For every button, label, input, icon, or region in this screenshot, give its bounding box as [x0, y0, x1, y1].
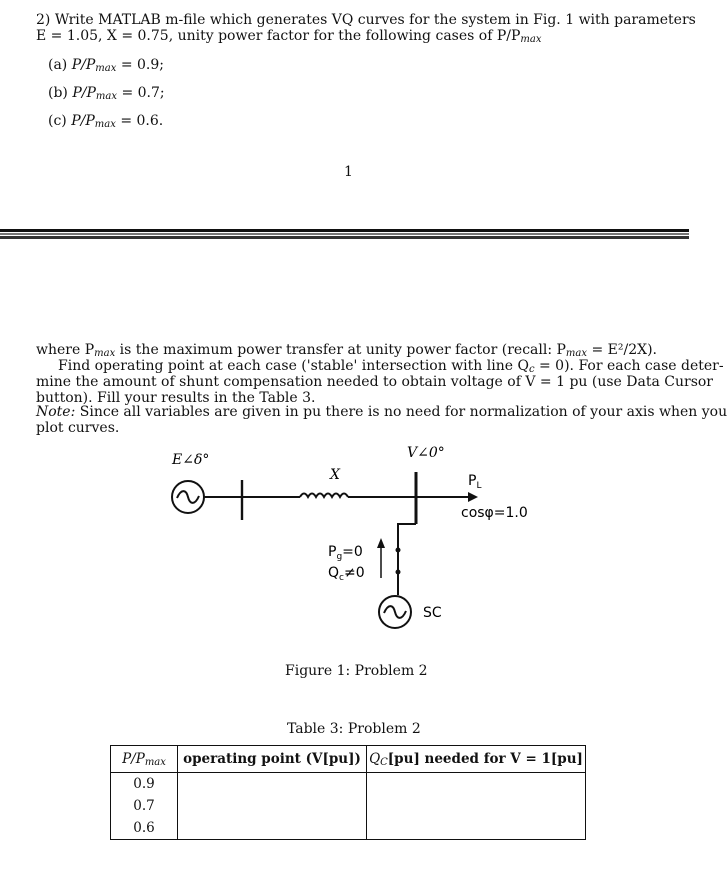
case-expr: P/P	[72, 85, 96, 101]
bus-voltage-label: V∠0°	[407, 445, 445, 461]
header-qc-q: Q	[369, 750, 381, 767]
load-sub: L	[476, 481, 482, 491]
qc-q: Q	[328, 565, 340, 581]
reactance-label: X	[330, 467, 340, 483]
case-value: = 0.9;	[120, 57, 165, 73]
case-label: (c)	[48, 113, 67, 129]
load-p: P	[468, 473, 477, 489]
problem-statement-line1: 2) Write MATLAB m-file which generates VQ curves for the system in Fig. 1 with parameters	[36, 12, 696, 28]
note-line2: plot curves.	[36, 420, 120, 436]
power-factor-label: cosφ=1.0	[461, 505, 528, 521]
table-row	[111, 773, 586, 840]
case-value: = 0.7;	[121, 85, 165, 101]
find-line2: mine the amount of shunt compensation needed to obtain voltage of V = 1 pu (use Data Cursor	[36, 374, 714, 390]
pg-val: =0	[342, 544, 363, 560]
case-label: (a)	[48, 57, 68, 73]
where-a: where P	[36, 342, 95, 358]
page-break-divider	[0, 229, 689, 240]
figure-1-diagram	[150, 440, 570, 640]
problem-line2-text: E = 1.05, X = 0.75, unity power factor for the following cases of P/P	[36, 28, 521, 44]
where-sub2: max	[565, 348, 588, 359]
header-qc	[367, 746, 586, 773]
pg-label	[328, 544, 363, 562]
find-line3: button). Fill your results in the Table 3.	[36, 390, 316, 406]
table-header-row	[111, 746, 586, 773]
page-number: 1	[344, 164, 353, 180]
header-ratio	[111, 746, 178, 773]
qc-needed-cell[interactable]	[367, 773, 586, 840]
find1-b: = 0). For each case deter-	[534, 358, 724, 374]
where-b: is the maximum power transfer at unity power factor (recall: P	[115, 342, 566, 358]
source-voltage-label: E∠δ°	[172, 452, 210, 468]
qc-sub: c	[339, 573, 344, 583]
case-sub: max	[95, 63, 117, 74]
problem-line2-sub: max	[520, 34, 542, 45]
case-sub: max	[94, 119, 116, 130]
header-ratio-sub: max	[144, 756, 166, 768]
synchronous-condenser-icon	[379, 596, 411, 628]
sc-feeder	[398, 524, 416, 580]
load-arrow-icon	[468, 492, 478, 502]
figure-caption: Figure 1: Problem 2	[285, 663, 428, 679]
table-caption: Table 3: Problem 2	[287, 721, 421, 737]
sc-label: SC	[423, 605, 442, 621]
problem-statement-line2	[36, 28, 541, 48]
case-b	[48, 85, 165, 105]
ratio-values-cell	[111, 773, 178, 840]
where-sub: max	[94, 348, 116, 359]
case-value: = 0.6.	[120, 113, 164, 129]
case-expr: P/P	[71, 57, 96, 73]
generator-icon	[172, 481, 204, 513]
header-qc-sub: C	[380, 756, 388, 768]
pg-p: P	[328, 544, 337, 560]
case-c	[48, 113, 163, 133]
case-expr: P/P	[71, 113, 95, 129]
note-label: Note:	[36, 404, 76, 420]
sc-junction-dot	[396, 570, 401, 575]
where-c: = E²/2X).	[587, 342, 657, 358]
qc-label	[328, 565, 365, 583]
pg-sub: g	[336, 552, 343, 562]
results-table	[110, 745, 588, 840]
case-a	[48, 57, 164, 77]
header-qc-text: [pu] needed for V = 1[pu]	[387, 750, 583, 767]
note-text: Since all variables are given in pu there is no need for normalization of your axis when you	[75, 404, 727, 420]
sc-junction-dot	[396, 548, 401, 553]
case-label: (b)	[48, 85, 68, 101]
qc-arrow-icon	[377, 538, 385, 548]
note-line1	[36, 404, 727, 420]
qc-val: ≠0	[343, 565, 365, 581]
ratio-value: 0.9	[133, 776, 155, 792]
find1-sub: c	[528, 364, 535, 375]
find1-text: Find operating point at each case ('stable' intersection with line Q	[58, 358, 529, 374]
inductor-icon	[300, 494, 348, 498]
load-power-label	[468, 473, 481, 491]
ratio-value: 0.7	[133, 798, 155, 814]
operating-point-cell[interactable]	[178, 773, 367, 840]
case-sub: max	[95, 91, 117, 102]
header-operating-point: operating point (V[pu])	[178, 746, 367, 773]
header-ratio-text: P/P	[122, 750, 145, 767]
ratio-value: 0.6	[133, 820, 155, 836]
